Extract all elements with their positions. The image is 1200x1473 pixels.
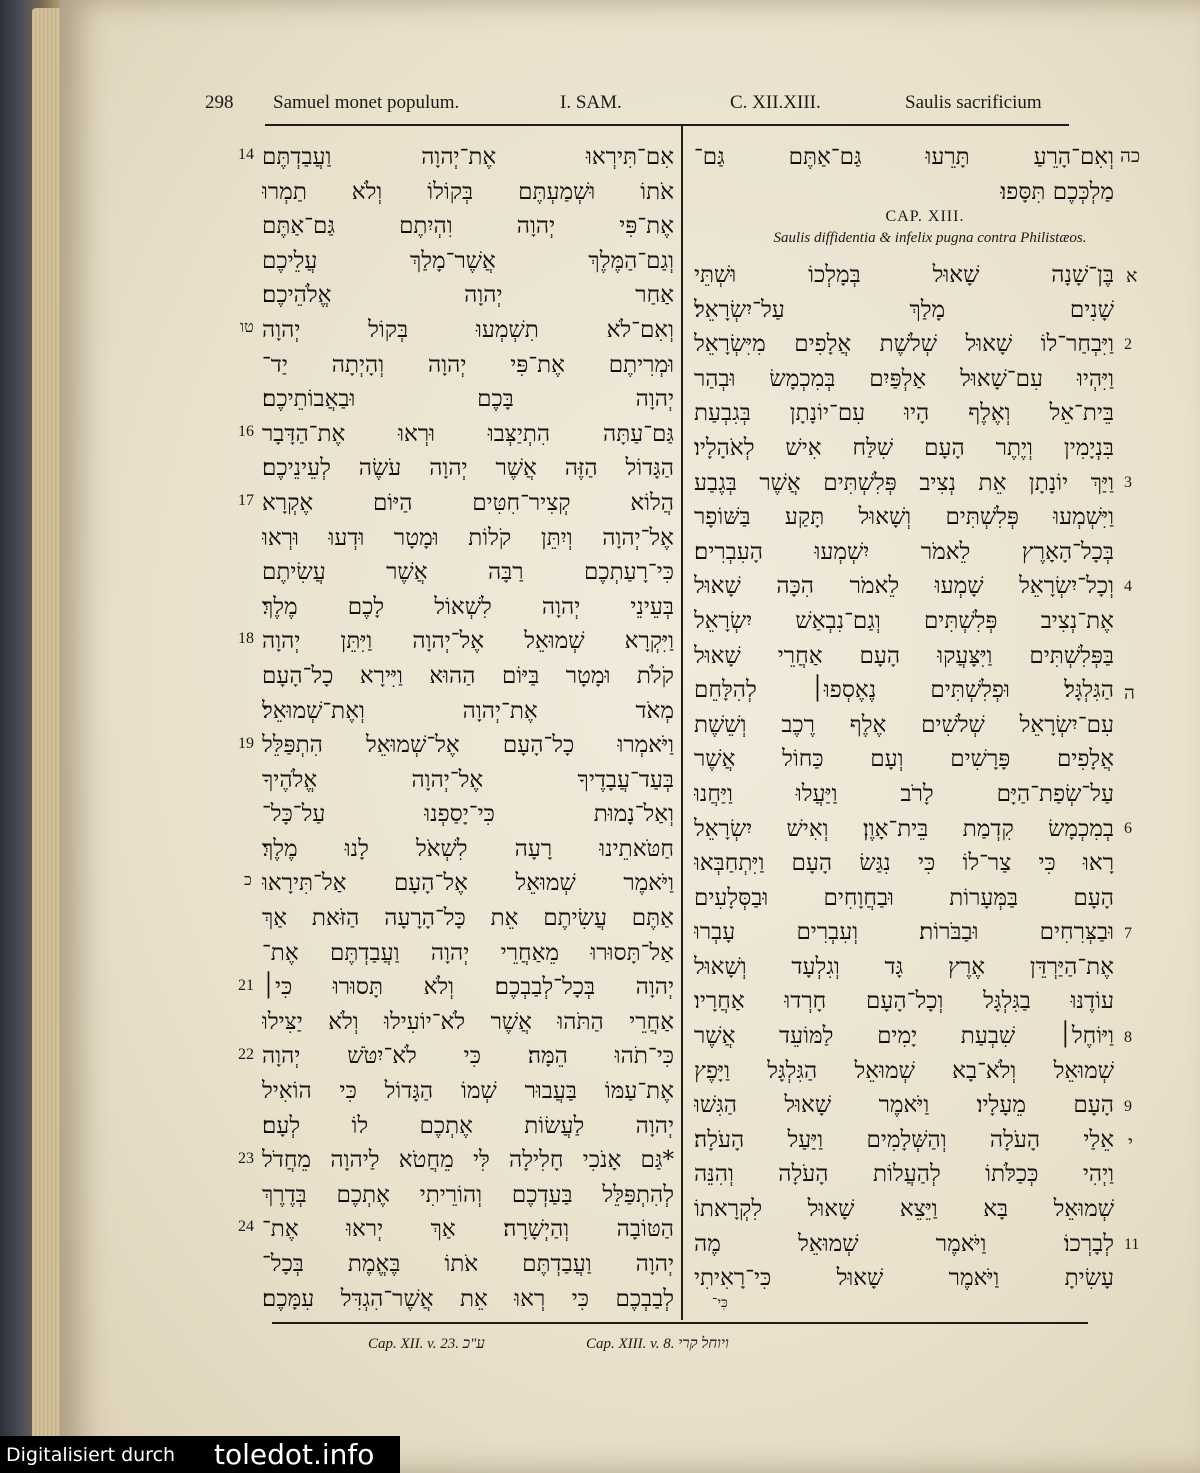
text-line: עָשִׂיתָ וַיֹּאמֶר שָׁאוּל כִּי־רָאִיתִי xyxy=(694,1265,1114,1292)
text-line: כִּי־רָעַתְכֶם רַבָּה אֲשֶׁר עֲשִׂיתֶם xyxy=(262,559,674,586)
verse-number: ה xyxy=(1124,683,1135,704)
text-line: אֹתוֹ וּשְׁמַעְתֶּם בְּקוֹלוֹ וְלֹא תַמְרוּ xyxy=(262,178,674,205)
text-line: הָעָם בַּמְּעָרוֹת וּבַחֲוָחִים וּבַסְּלָעִים xyxy=(694,884,1114,911)
verse-number: 2 xyxy=(1124,336,1132,353)
text-line: וּבַצְּרִחִים וּבַבֹּרוֹת׃ וְעִבְרִים עָבְרוּ xyxy=(694,919,1114,946)
text-line: הַגִּלְגָּל׃ וּפְלִשְׁתִּים נֶאֶסְפוּ׀ לְהִלָּחֵם xyxy=(694,677,1114,704)
text-line: וַיְהִי כְּכַלֹּתוֹ לְהַעֲלוֹת הָעֹלָה וְהִנֵּה xyxy=(694,1161,1114,1188)
text-line: וַיֹּאמְרוּ כָל־הָעָם אֶל־שְׁמוּאֵל הִתְפַּלֵּל xyxy=(262,732,674,759)
text-line: בְמִכְמָשׂ קִדְמַת בֵּית־אָוֶן׃ וְאִישׁ יִשְׂרָאֵל xyxy=(694,815,1114,842)
text-line: שְׁמוּאֵל וְלֹא־בָא שְׁמוּאֵל הַגִּלְגָּל וַיָּפֶץ xyxy=(694,1057,1114,1084)
text-line: וַיִּקְרָא שְׁמוּאֵל אֶל־יְהוָה וַיִּתֵּן יְהוָה xyxy=(262,628,674,655)
chapter-title: CAP. XIII. xyxy=(885,208,965,225)
text-line: הֲלוֹא קְצִיר־חִטִּים הַיּוֹם אֶקְרָא xyxy=(262,489,674,516)
header-rule xyxy=(265,124,1069,126)
verse-number: 23 xyxy=(238,1150,254,1167)
footnote-right: Cap. XIII. v. 8. ויוחל קרי xyxy=(586,1336,729,1352)
verse-number: כ xyxy=(244,872,252,889)
verse-number: י xyxy=(1128,1133,1133,1154)
text-line: בֵּית־אֵל וְאֶלֶף הָיוּ עִם־יוֹנָתָן בְּגִבְעַת xyxy=(694,400,1114,427)
text-line: וְכָל־יִשְׂרָאֵל שָׁמְעוּ לֵאמֹר הִכָּה שָׁאוּל xyxy=(694,573,1114,600)
text-line: יְהוָה בָּכֶם וּבַאֲבוֹתֵיכֶם׃ xyxy=(262,386,674,413)
text-line: וְאַל־נָמוּת כִּי־יָסַפְנוּ עַל־כָּל־ xyxy=(262,801,674,828)
text-line: וַיֹּאמֶר שְׁמוּאֵל אֶל־הָעָם אַל־תִּירָאוּ xyxy=(262,870,674,897)
verse-number: 8 xyxy=(1124,1029,1132,1046)
verse-number: 21 xyxy=(238,977,254,994)
footnote-left: Cap. XII. v. 23. ע"כ xyxy=(368,1336,485,1352)
text-line: מַלְכְּכֶם תִּסָּפוּ׃ xyxy=(1000,178,1114,205)
watermark-brand: toledot.info xyxy=(214,1438,375,1471)
text-line: עוֹדֶנּוּ בַגִּלְגָּל וְכָל־הָעָם חָרְדוּ אַחֲרָיו׃ xyxy=(694,988,1114,1015)
text-line: אַחַר יְהוָה אֱלֹהֵיכֶם׃ xyxy=(262,282,674,309)
verse-number: 6 xyxy=(1124,820,1132,837)
text-line: רָאוּ כִּי צַר־לוֹ כִּי נִגַּשׂ הָעָם וַיִּתְחַבְּאוּ xyxy=(694,850,1114,877)
text-line: יְהוָה וַעֲבַדְתֶּם אֹתוֹ בֶּאֱמֶת בְּכָל־ xyxy=(262,1251,674,1277)
right-text-column xyxy=(694,258,1114,1296)
text-line: לְבַבְכֶם כִּי רְאוּ אֵת אֲשֶׁר־הִגְדִּל עִמָּכֶם׃ xyxy=(262,1285,674,1312)
page-number: 298 xyxy=(205,92,234,113)
text-line: אֵלַי הָעֹלָה וְהַשְּׁלָמִים וַיַּעַל הָעֹלָה׃ xyxy=(694,1126,1114,1153)
verse-number: 3 xyxy=(1124,474,1132,491)
text-line: וְאִם־הָרֵעַ תָּרֵעוּ גַּם־אַתֶּם גַּם־ xyxy=(694,144,1114,170)
text-line: וַיִּבְחַר־לוֹ שָׁאוּל שְׁלֹשֶׁת אֲלָפִים מִיִּשְׂרָאֵל xyxy=(694,331,1114,358)
catchword: כִּי־ xyxy=(712,1296,728,1311)
text-line: הַטּוֹבָה וְהַיְשָׁרָה׃ אַךְ יְראוּ אֶת־ xyxy=(262,1216,674,1243)
text-line: בְּכָל־הָאָרֶץ לֵאמֹר יִשְׁמְעוּ הָעִבְרִים׃ xyxy=(694,538,1114,565)
text-line: חַטֹּאתֵינוּ רָעָה לִשְׁאֹל לָנוּ מֶלֶךְ׃ xyxy=(262,835,674,862)
text-line: אֶל־יְהוָה וְיִתֵּן קֹלוֹת וּמָטָר וּדְעוּ וּרְאוּ xyxy=(262,524,674,551)
text-line: אַל־תָּסוּרוּ מֵאַחֲרֵי יְהוָה וַעֲבַדְתֶּם אֶת־ xyxy=(262,939,674,966)
text-line: *גַּם אָנֹכִי חָלִילָה לִּי מֵחֲטֹא לַיהוָה מֵחֲדֹל xyxy=(262,1147,674,1174)
book-name: I. SAM. xyxy=(560,92,622,113)
verse-number: 18 xyxy=(238,630,254,647)
text-line: אִם־תִּירְאוּ אֶת־יְהוָה וַעֲבַדְתֶּם xyxy=(262,144,674,170)
text-line: אֶת־הַיַּרְדֵּן אֶרֶץ גָּד וְגִלְעָד וְשָׁאוּל xyxy=(694,953,1114,980)
running-header xyxy=(205,92,1065,122)
text-line: אֲלָפִים פָּרָשִׁים וְעָם כַּחוֹל אֲשֶׁר xyxy=(694,746,1114,773)
verse-number: 11 xyxy=(1124,1236,1140,1253)
text-line: הָעָם מֵעָלָיו׃ וַיֹּאמֶר שָׁאוּל הַגִּשׁוּ xyxy=(694,1092,1114,1119)
text-line: וְאִם־לֹא תִשְׁמְעוּ בְּקוֹל יְהוָה xyxy=(262,316,674,343)
text-line: לְבָרְכוֹ׃ וַיֹּאמֶר שְׁמוּאֵל מֶה xyxy=(694,1230,1114,1257)
right-running-title: Saulis sacrificium xyxy=(905,92,1042,113)
right-text-column-intro xyxy=(694,140,1114,209)
column-divider xyxy=(681,124,683,1320)
text-line: בְּעַד־עֲבָדֶיךָ אֶל־יְהוָה אֱלֹהֶיךָ xyxy=(262,766,674,793)
text-line: אֶת־נְצִיב פְּלִשְׁתִּים וְגַם־נִבְאַשׁ יִשְׂרָאֵל xyxy=(694,607,1114,634)
text-line: כִּי־תֹהוּ הֵמָּה׃ כִּי לֹא־יִטֹּשׁ יְהוָה xyxy=(262,1043,674,1070)
verse-number: 24 xyxy=(238,1218,254,1235)
watermark-prefix: Digitalisiert durch xyxy=(6,1444,176,1466)
text-line: הַגָּדוֹל הַזֶּה אֲשֶׁר יְהוָה עֹשֶׂה לְעֵינֵיכֶם׃ xyxy=(262,455,674,482)
text-line: מְאֹד אֶת־יְהוָה וְאֶת־שְׁמוּאֵל׃ xyxy=(262,697,674,724)
text-line: אַחֲרֵי הַתֹּהוּ אֲשֶׁר לֹא־יוֹעִילוּ וְלֹא יַצִּילוּ xyxy=(262,1008,674,1035)
text-line: שְׁמוּאֵל בָּא וַיֵּצֵא שָׁאוּל לִקְרָאתוֹ xyxy=(694,1196,1114,1223)
verse-number: 9 xyxy=(1124,1098,1132,1115)
text-line: וְגַם־הַמֶּלֶךְ אֲשֶׁר־מָלַךְ עֲלֵיכֶם xyxy=(262,247,674,274)
verse-number: כה xyxy=(1120,146,1141,167)
text-line: אֶת־פִּי יְהוָה וִהְיִתֶם גַּם־אַתֶּם xyxy=(262,213,674,240)
verse-number: 22 xyxy=(238,1046,254,1063)
text-line: שָׁנִים מָלַךְ עַל־יִשְׂרָאֵל׃ xyxy=(694,296,1114,323)
digitization-watermark xyxy=(0,1436,400,1473)
text-line: בֶּן־שָׁנָה שָׁאוּל בְּמָלְכוֹ וּשְׁתֵּי xyxy=(694,262,1114,288)
verse-number: 14 xyxy=(238,146,254,163)
chapter-reference: C. XII.XIII. xyxy=(730,92,821,113)
left-running-title: Samuel monet populum. xyxy=(273,92,460,113)
text-line: עַל־שְׂפַת־הַיָּם לָרֹב וַיַּעֲלוּ וַיַּחֲנוּ xyxy=(694,780,1114,807)
text-line: לְהִתְפַּלֵּל בַּעַדְכֶם וְהוֹרֵיתִי אֶתְכֶם בְּדֶרֶךְ xyxy=(262,1181,674,1208)
text-line: וַיּוֹחֶל׀ שִׁבְעַת יָמִים לַמּוֹעֵד אֲשֶׁר xyxy=(694,1023,1114,1050)
text-line: אֶת־עַמּוֹ בַּעֲבוּר שְׁמוֹ הַגָּדוֹל כִּי הוֹאִיל xyxy=(262,1078,674,1105)
text-line: וַיִּשְׁמְעוּ פְּלִשְׁתִּים וְשָׁאוּל תָּקַע בַּשּׁוֹפָר xyxy=(694,504,1114,531)
verse-number: 19 xyxy=(238,735,254,752)
verse-number: טו xyxy=(240,319,254,336)
text-line: קֹלֹת וּמָטָר בַּיּוֹם הַהוּא וַיִּירָא כָל־הָעָם xyxy=(262,662,674,689)
verse-number: א xyxy=(1126,266,1138,287)
text-line: עִם־יִשְׂרָאֵל שְׁלֹשִׁים אֶלֶף רֶכֶב וְשֵׁשֶׁת xyxy=(694,711,1114,738)
text-line: גַּם־עַתָּה הִתְיַצְּבוּ וּרְאוּ אֶת־הַדָּבָר xyxy=(262,420,674,447)
verse-number: 17 xyxy=(238,492,254,509)
footer-rule xyxy=(272,1322,1088,1324)
verse-number: 16 xyxy=(238,423,254,440)
text-line: וַיִּהְיוּ עִם־שָׁאוּל אַלְפַּיִם בְּמִכְמָשׂ וּבְהַר xyxy=(694,365,1114,392)
text-line: בִּנְיָמִין וְיֶתֶר הָעָם שִׁלַּח אִישׁ לְאֹהָלָיו׃ xyxy=(694,434,1114,461)
text-line: וּמְרִיתֶם אֶת־פִּי יְהוָה וְהָיְתָה יַד־ xyxy=(262,351,674,378)
chapter-summary: Saulis diffidentia & infelix pugna contra Philistæos. xyxy=(773,230,1087,246)
text-line: יְהוָה בְּכָל־לְבַבְכֶם׃ וְלֹא תָּסוּרוּ כִּי׀ xyxy=(262,974,674,1001)
verse-number: 4 xyxy=(1124,578,1132,595)
verse-number: 7 xyxy=(1124,925,1132,942)
text-line: אַתֶּם עֲשִׂיתֶם אֵת כָּל־הָרָעָה הַזֹּאת אַךְ xyxy=(262,905,674,932)
left-text-column xyxy=(262,140,674,1316)
text-line: בְּעֵינֵי יְהוָה לִשְׁאוֹל לָכֶם מֶלֶךְ׃ xyxy=(262,593,674,620)
text-line: יְהוָה לַעֲשׂוֹת אֶתְכֶם לוֹ לְעָם׃ xyxy=(262,1112,674,1139)
text-line: וַיַּךְ יוֹנָתָן אֵת נְצִיב פְּלִשְׁתִּים אֲשֶׁר בְּגֶבַע xyxy=(694,469,1114,496)
text-line: בַּפְּלִשְׁתִּים וַיִּצָּעֲקוּ הָעָם אַחֲרֵי שָׁאוּל xyxy=(694,642,1114,669)
